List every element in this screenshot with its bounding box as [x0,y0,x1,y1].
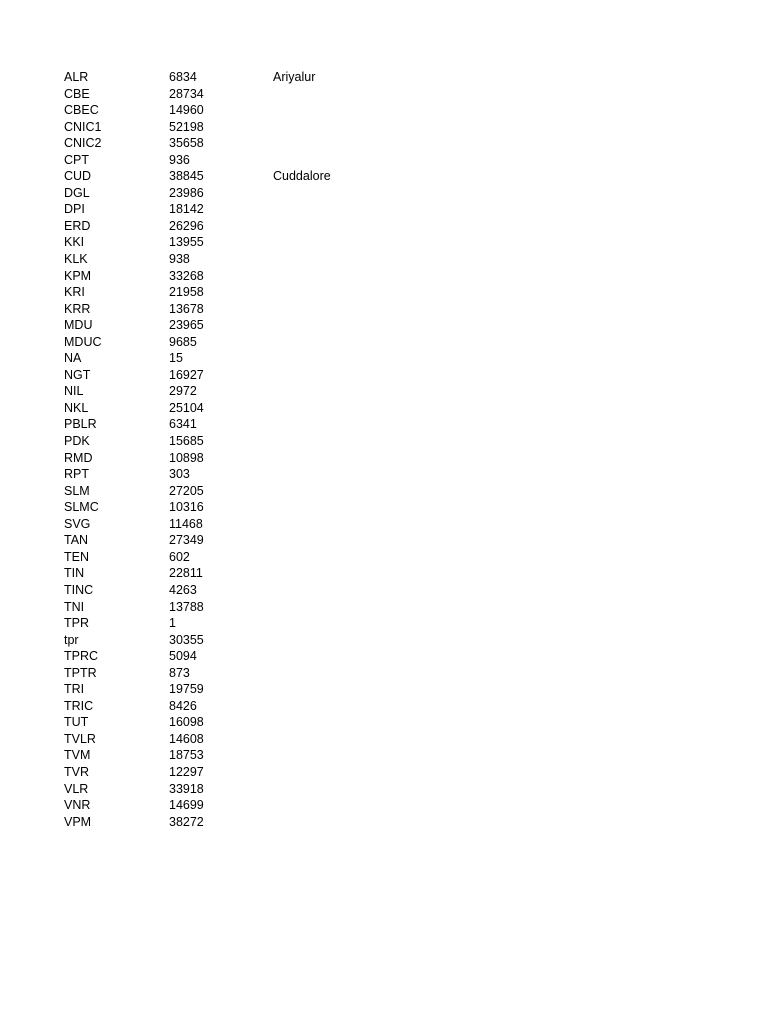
table-row [64,764,413,781]
value-cell: 18753 [169,748,204,763]
table-row [64,814,413,831]
name-cell [273,582,413,599]
code-cell: KKI [64,235,85,250]
name-cell [273,400,413,417]
table-row [64,698,413,715]
name-cell [273,532,413,549]
value-cell: 22811 [169,566,203,581]
value-cell: 33918 [169,781,204,796]
name-cell [273,86,413,103]
code-cell: TVR [64,764,89,779]
value-cell: 23986 [169,185,204,200]
value-cell: 8426 [169,698,197,713]
name-cell [273,698,413,715]
code-cell: CBEC [64,103,99,118]
code-cell: KRR [64,301,91,316]
code-cell: TVM [64,748,91,763]
name-cell [273,185,413,202]
code-cell: DGL [64,185,90,200]
name-cell [273,549,413,566]
table-row [64,234,413,251]
table-row [64,731,413,748]
value-cell: 4263 [169,582,197,597]
code-cell: NA [64,351,82,366]
name-cell [273,301,413,318]
code-cell: CNIC1 [64,119,102,134]
name-cell [273,350,413,367]
table-row [64,565,413,582]
code-cell: KLK [64,252,88,267]
code-cell: ALR [64,70,89,84]
name-cell [273,632,413,649]
code-cell: DPI [64,202,85,217]
table-row [64,301,413,318]
code-cell: CNIC2 [64,136,102,151]
table-row [64,416,413,433]
code-cell: CPT [64,152,89,167]
value-cell: 35658 [169,136,204,151]
table-row [64,747,413,764]
name-cell [273,383,413,400]
name-cell [273,731,413,748]
name-cell: Ariyalur [273,70,316,84]
code-cell: KRI [64,285,85,300]
code-cell: TAN [64,533,89,548]
code-cell: TPTR [64,665,97,680]
name-cell [273,416,413,433]
name-cell [273,268,413,285]
name-cell [273,433,413,450]
code-cell: ERD [64,218,91,233]
value-cell: 33268 [169,268,204,283]
code-cell: TRI [64,682,85,697]
value-cell: 25104 [169,400,204,415]
table-row [64,201,413,218]
table-row [64,102,413,119]
code-cell: KPM [64,268,92,283]
value-cell: 938 [169,252,190,267]
table-row [64,532,413,549]
code-cell: VPM [64,814,92,829]
value-cell: 23965 [169,318,204,333]
code-cell: CUD [64,169,92,184]
table-row [64,334,413,351]
code-cell: MDUC [64,334,102,349]
table-row [64,714,413,731]
name-cell [273,499,413,516]
value-cell: 11468 [169,516,203,531]
table-row [64,152,413,169]
name-cell: Cuddalore [273,169,331,184]
code-cell: VLR [64,781,89,796]
table-row [64,86,413,103]
value-cell: 5094 [169,649,197,664]
value-cell: 6834 [169,70,197,84]
value-cell: 38272 [169,814,204,829]
name-cell [273,119,413,136]
data-table [64,69,413,830]
value-cell: 13788 [169,599,204,614]
data-table-body [64,69,413,830]
name-cell [273,665,413,682]
name-cell [273,814,413,831]
table-row [64,350,413,367]
code-cell: PDK [64,434,90,449]
table-row [64,582,413,599]
name-cell [273,317,413,334]
name-cell [273,615,413,632]
code-cell: VNR [64,798,91,813]
table-row [64,665,413,682]
value-cell: 2972 [169,384,197,399]
table-row [64,549,413,566]
value-cell: 21958 [169,285,204,300]
table-row [64,516,413,533]
table-row [64,367,413,384]
table-row [64,284,413,301]
table-row [64,499,413,516]
value-cell: 15 [169,351,183,366]
table-row [64,69,413,86]
table-row [64,797,413,814]
name-cell [273,516,413,533]
value-cell: 28734 [169,86,204,101]
name-cell [273,102,413,119]
code-cell: RMD [64,450,93,465]
table-row [64,218,413,235]
table-row [64,483,413,500]
table-row [64,681,413,698]
code-cell: TVLR [64,731,96,746]
table-row [64,135,413,152]
name-cell [273,714,413,731]
name-cell [273,747,413,764]
table-row [64,599,413,616]
value-cell: 19759 [169,682,204,697]
value-cell: 602 [169,549,190,564]
code-cell: SVG [64,516,91,531]
name-cell [273,648,413,665]
code-cell: PBLR [64,417,97,432]
value-cell: 6341 [169,417,197,432]
name-cell [273,565,413,582]
name-cell [273,483,413,500]
value-cell: 9685 [169,334,197,349]
value-cell: 873 [169,665,190,680]
value-cell: 38845 [169,169,204,184]
code-cell: NKL [64,400,89,415]
name-cell [273,797,413,814]
code-cell: TNI [64,599,85,614]
name-cell [273,466,413,483]
code-cell: NIL [64,384,84,399]
value-cell: 13678 [169,301,204,316]
table-row [64,317,413,334]
value-cell: 27349 [169,533,204,548]
code-cell: tpr [64,632,79,647]
value-cell: 27205 [169,483,204,498]
value-cell: 936 [169,152,190,167]
table-row [64,268,413,285]
name-cell [273,201,413,218]
value-cell: 14608 [169,731,204,746]
name-cell [273,599,413,616]
code-cell: TPRC [64,649,99,664]
table-row [64,433,413,450]
value-cell: 1 [169,616,176,631]
value-cell: 10898 [169,450,204,465]
code-cell: TRIC [64,698,94,713]
value-cell: 30355 [169,632,204,647]
table-row [64,632,413,649]
code-cell: SLMC [64,500,99,515]
name-cell [273,218,413,235]
name-cell [273,234,413,251]
name-cell [273,450,413,467]
value-cell: 303 [169,467,190,482]
table-row [64,615,413,632]
code-cell: SLM [64,483,90,498]
code-cell: TUT [64,715,89,730]
table-row [64,466,413,483]
value-cell: 26296 [169,218,204,233]
value-cell: 13955 [169,235,204,250]
table-row [64,648,413,665]
name-cell [273,152,413,169]
table-row [64,185,413,202]
code-cell: MDU [64,318,93,333]
value-cell: 18142 [169,202,204,217]
value-cell: 16927 [169,367,204,382]
table-row [64,383,413,400]
value-cell: 12297 [169,764,204,779]
value-cell: 10316 [169,500,204,515]
table-row [64,400,413,417]
name-cell [273,764,413,781]
code-cell: NGT [64,367,91,382]
value-cell: 15685 [169,434,204,449]
table-row [64,450,413,467]
name-cell [273,367,413,384]
value-cell: 14699 [169,798,204,813]
table-row [64,251,413,268]
code-cell: TPR [64,616,89,631]
code-cell: TEN [64,549,89,564]
name-cell [273,284,413,301]
name-cell [273,135,413,152]
name-cell [273,681,413,698]
name-cell [273,334,413,351]
name-cell [273,781,413,798]
value-cell: 52198 [169,119,204,134]
table-row [64,168,413,185]
table-row [64,119,413,136]
value-cell: 16098 [169,715,204,730]
code-cell: TINC [64,582,94,597]
value-cell: 14960 [169,103,204,118]
name-cell [273,251,413,268]
code-cell: CBE [64,86,90,101]
table-row [64,781,413,798]
code-cell: TIN [64,566,85,581]
code-cell: RPT [64,467,89,482]
